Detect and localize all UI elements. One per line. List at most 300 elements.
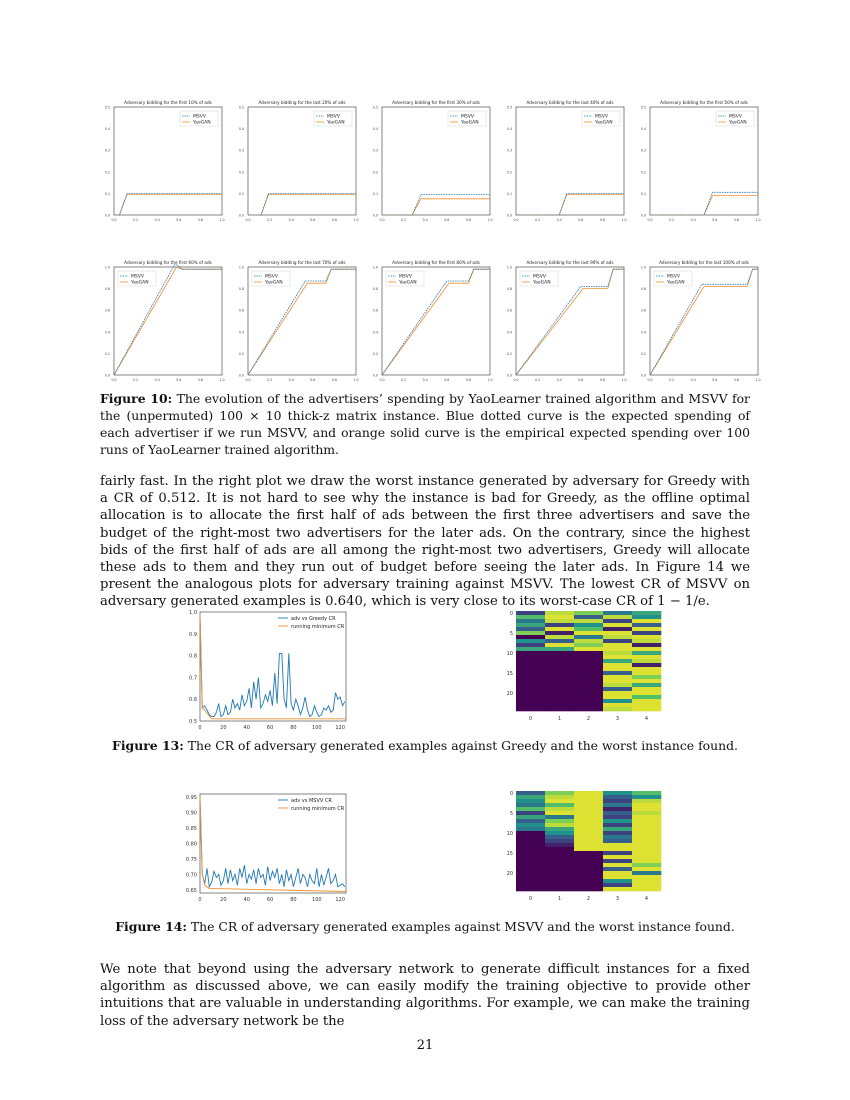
heatmap-y-tick: 20 (506, 691, 513, 697)
heatmap-cell (603, 675, 632, 679)
fig10-xtick: 0.2 (669, 218, 675, 222)
heatmap-cell (516, 799, 545, 803)
heatmap-cell (516, 611, 545, 615)
fig10-xtick: 0.4 (154, 378, 160, 382)
fig10-xtick: 1.0 (353, 218, 359, 222)
heatmap-cell (632, 667, 661, 671)
heatmap-cell (545, 843, 574, 847)
fig10-panel-title: Adversary bidding for the first 30% of ads (392, 100, 480, 105)
heatmap-cell (516, 667, 545, 671)
heatmap-cell (632, 703, 661, 707)
heatmap-cell (632, 803, 661, 807)
heatmap-cell (603, 611, 632, 615)
fig10-xtick: 1.0 (755, 378, 761, 382)
x-tick-label: 120 (335, 897, 345, 903)
heatmap-cell (516, 695, 545, 699)
heatmap-cell (632, 819, 661, 823)
heatmap-cell (632, 619, 661, 623)
heatmap-cell (516, 851, 545, 855)
fig10-ytick: 0.0 (640, 373, 646, 378)
heatmap-cell (632, 651, 661, 655)
figure-13-caption-text: The CR of adversary generated examples against Greedy and the worst instance found. (187, 738, 738, 753)
heatmap-cell (545, 791, 574, 795)
fig10-panel (641, 100, 761, 222)
heatmap-cell (603, 867, 632, 871)
heatmap-cell (545, 855, 574, 859)
heatmap-x-tick: 2 (586, 896, 591, 902)
heatmap-cell (603, 615, 632, 619)
heatmap-cell (632, 643, 661, 647)
heatmap-cell (632, 883, 661, 887)
heatmap-cell (574, 619, 603, 623)
heatmap-cell (545, 851, 574, 855)
fig10-ytick: 0.2 (640, 170, 646, 175)
heatmap-x-tick: 0 (528, 896, 533, 902)
fig10-xtick: 0.4 (422, 378, 428, 382)
heatmap-cell (545, 695, 574, 699)
heatmap-cell (603, 707, 632, 711)
fig10-ytick: 0.0 (372, 373, 378, 378)
heatmap-cell (632, 831, 661, 835)
heatmap-cell (632, 675, 661, 679)
heatmap-cell (603, 627, 632, 631)
fig10-panel (105, 100, 225, 222)
fig10-xtick: 0.4 (690, 218, 696, 222)
heatmap-cell (545, 623, 574, 627)
fig10-xtick: 0.8 (465, 378, 471, 382)
heatmap-cell (632, 871, 661, 875)
heatmap-cell (545, 631, 574, 635)
heatmap-cell (574, 795, 603, 799)
heatmap-cell (545, 847, 574, 851)
fig10-legend-yaogan: YaoGAN (131, 280, 149, 286)
heatmap-cell (632, 639, 661, 643)
heatmap-cell (632, 611, 661, 615)
fig10-legend-msvv: MSVV (533, 274, 546, 280)
fig10-legend-yaogan: YaoGAN (327, 120, 345, 126)
fig10-xtick: 0.0 (513, 378, 519, 382)
fig10-xtick: 0.0 (647, 378, 653, 382)
heatmap-cell (632, 663, 661, 667)
fig10-xtick: 0.6 (310, 218, 316, 222)
heatmap-cell (632, 707, 661, 711)
heatmap-cell (574, 811, 603, 815)
heatmap-cell (545, 707, 574, 711)
heatmap-cell (545, 803, 574, 807)
heatmap-cell (545, 675, 574, 679)
heatmap-cell (632, 647, 661, 651)
fig10-ytick: 0.6 (104, 308, 110, 313)
heatmap-cell (603, 683, 632, 687)
heatmap-cell (574, 695, 603, 699)
x-tick-label: 20 (220, 897, 227, 903)
fig10-xtick: 0.0 (379, 378, 385, 382)
heatmap-cell (516, 867, 545, 871)
y-tick-label: 0.95 (185, 795, 197, 802)
fig10-xtick: 0.0 (647, 218, 653, 222)
heatmap-cell (603, 811, 632, 815)
heatmap-cell (603, 807, 632, 811)
fig10-ytick: 0.3 (640, 148, 646, 153)
y-tick-label: 0.6 (189, 697, 197, 704)
figure-13-heatmap (502, 608, 667, 726)
heatmap-cell (545, 799, 574, 803)
heatmap-cell (574, 643, 603, 647)
heatmap-cell (545, 819, 574, 823)
heatmap-x-tick: 1 (557, 716, 562, 722)
fig10-xtick: 0.6 (578, 378, 584, 382)
heatmap-cell (545, 835, 574, 839)
heatmap-cell (516, 707, 545, 711)
fig10-xtick: 1.0 (219, 218, 225, 222)
heatmap-cell (545, 867, 574, 871)
heatmap-cell (545, 831, 574, 835)
fig10-ytick: 0.0 (238, 373, 244, 378)
fig10-ytick: 0.5 (640, 105, 646, 110)
fig10-msvv-curve (516, 193, 624, 215)
fig10-panel (373, 260, 493, 382)
heatmap-y-tick: 0 (509, 791, 513, 797)
heatmap-cell (632, 839, 661, 843)
heatmap-cell (574, 859, 603, 863)
heatmap-cell (574, 807, 603, 811)
fig10-panel-title: Adversary bidding for the last 90% of ads (526, 260, 614, 265)
fig10-ytick: 0.4 (372, 330, 378, 335)
fig10-ytick: 0.2 (640, 351, 646, 356)
figure-14-caption (100, 919, 750, 934)
y-tick-label: 1.0 (189, 610, 197, 616)
heatmap-cell (545, 887, 574, 891)
fig10-panel (507, 100, 627, 222)
heatmap-x-tick: 4 (644, 716, 649, 722)
fig10-ytick: 0.2 (506, 170, 512, 175)
heatmap-cell (545, 691, 574, 695)
fig10-legend-msvv: MSVV (399, 274, 412, 280)
fig10-xtick: 0.0 (513, 218, 519, 222)
heatmap-cell (603, 659, 632, 663)
fig10-xtick: 0.0 (245, 218, 251, 222)
heatmap-cell (574, 863, 603, 867)
heatmap-cell (574, 883, 603, 887)
heatmap-cell (632, 875, 661, 879)
figure-10-caption-text: The evolution of the advertisers’ spending by YaoLearner trained algorithm and MSVV for the (unpermuted) 100 × 10 thick-z matrix instance. Blue dotted curve is the expected spending of each advertiser if we run MSVV, and orange solid curve is the empirical expected spending over 100 runs of YaoLearner trained algorithm. (100, 391, 750, 457)
fig10-xtick: 0.8 (599, 218, 605, 222)
fig10-ytick: 0.5 (506, 105, 512, 110)
fig10-xtick: 0.2 (133, 218, 139, 222)
fig10-ytick: 0.0 (506, 373, 512, 378)
fig10-xtick: 0.2 (401, 218, 407, 222)
fig10-ytick: 0.1 (640, 191, 646, 196)
heatmap-cell (545, 879, 574, 883)
fig10-legend-yaogan: YaoGAN (667, 280, 685, 286)
heatmap-cell (603, 835, 632, 839)
heatmap-cell (603, 651, 632, 655)
heatmap-cell (632, 679, 661, 683)
figure-13-line-chart (170, 608, 350, 733)
fig10-xtick: 0.4 (154, 218, 160, 222)
heatmap-cell (603, 623, 632, 627)
heatmap-cell (632, 627, 661, 631)
heatmap-cell (574, 831, 603, 835)
paragraph-2-text: We note that beyond using the adversary network to generate difficult instances for a fixed algorithm as discussed above, we can easily modify the training objective to provide other intuitions that are valuable in understanding algorithms. For example, we can make the training loss of the adversary network be the (100, 962, 750, 1029)
fig10-legend-msvv: MSVV (729, 114, 742, 120)
x-tick-label: 60 (266, 897, 274, 903)
fig10-xtick: 0.2 (267, 218, 273, 222)
fig10-ytick: 0.2 (238, 351, 244, 356)
heatmap-cell (516, 875, 545, 879)
heatmap-cell (632, 867, 661, 871)
fig10-ytick: 0.6 (506, 308, 512, 313)
heatmap-cell (632, 615, 661, 619)
body-paragraph-2 (100, 961, 750, 1030)
heatmap-cell (632, 815, 661, 819)
fig10-panel-title: Adversary bidding for the last 40% of ads (526, 100, 614, 105)
heatmap-cell (574, 675, 603, 679)
heatmap-cell (545, 635, 574, 639)
heatmap-cell (632, 791, 661, 795)
fig10-xtick: 0.2 (535, 218, 541, 222)
fig10-xtick: 0.8 (599, 378, 605, 382)
heatmap-cell (603, 823, 632, 827)
fig10-panel (239, 260, 359, 382)
fig10-ytick: 0.4 (640, 330, 646, 335)
fig10-xtick: 0.4 (556, 218, 562, 222)
x-tick-label: 80 (290, 725, 297, 731)
heatmap-cell (545, 823, 574, 827)
heatmap-cell (516, 871, 545, 875)
fig10-ytick: 0.2 (238, 170, 244, 175)
heatmap-cell (632, 859, 661, 863)
heatmap-cell (516, 807, 545, 811)
fig10-xtick: 0.8 (733, 378, 739, 382)
heatmap-cell (603, 687, 632, 691)
fig10-xtick: 0.2 (401, 378, 407, 382)
heatmap-cell (603, 667, 632, 671)
heatmap-cell (632, 635, 661, 639)
fig10-panel-title: Adversary bidding for the first 60% of ads (124, 260, 212, 265)
heatmap-cell (574, 887, 603, 891)
fig10-xtick: 0.6 (444, 378, 450, 382)
heatmap-cell (574, 823, 603, 827)
fig10-xtick: 0.4 (422, 218, 428, 222)
heatmap-cell (574, 687, 603, 691)
fig10-ytick: 0.4 (506, 330, 512, 335)
heatmap-cell (516, 815, 545, 819)
heatmap-cell (574, 875, 603, 879)
fig10-xtick: 0.6 (444, 218, 450, 222)
fig10-ytick: 0.2 (372, 170, 378, 175)
heatmap-cell (574, 819, 603, 823)
heatmap-cell (632, 843, 661, 847)
fig10-xtick: 0.8 (733, 218, 739, 222)
heatmap-cell (574, 843, 603, 847)
figure-10-caption-label: Figure 10: (100, 391, 173, 406)
fig10-ytick: 0.0 (104, 213, 110, 218)
heatmap-cell (632, 851, 661, 855)
heatmap-cell (603, 631, 632, 635)
heatmap-cell (603, 843, 632, 847)
fig10-xtick: 1.0 (487, 218, 493, 222)
heatmap-cell (545, 807, 574, 811)
fig10-ytick: 0.0 (372, 213, 378, 218)
fig10-ytick: 0.4 (640, 127, 646, 132)
heatmap-cell (632, 687, 661, 691)
legend-cr-label: adv vs Greedy CR (291, 616, 336, 622)
figure-13-caption-label: Figure 13: (112, 738, 184, 753)
fig10-ytick: 0.6 (372, 308, 378, 313)
heatmap-x-tick: 3 (615, 716, 620, 722)
heatmap-cell (603, 875, 632, 879)
heatmap-cell (574, 671, 603, 675)
fig10-ytick: 0.6 (238, 308, 244, 313)
heatmap-cell (516, 655, 545, 659)
heatmap-cell (516, 823, 545, 827)
heatmap-cell (574, 655, 603, 659)
heatmap-cell (574, 623, 603, 627)
fig10-ytick: 0.4 (238, 330, 244, 335)
heatmap-cell (632, 799, 661, 803)
fig10-ytick: 0.8 (640, 287, 646, 292)
heatmap-cell (516, 659, 545, 663)
heatmap-cell (516, 795, 545, 799)
x-tick-label: 100 (312, 897, 322, 903)
heatmap-cell (574, 815, 603, 819)
heatmap-cell (603, 859, 632, 863)
fig10-xtick: 0.6 (578, 218, 584, 222)
heatmap-x-tick: 4 (644, 896, 649, 902)
figure-10-caption (100, 390, 750, 458)
heatmap-cell (603, 879, 632, 883)
x-tick-label: 0 (198, 725, 202, 731)
heatmap-cell (516, 623, 545, 627)
heatmap-y-tick: 20 (506, 871, 513, 877)
y-tick-label: 0.70 (185, 872, 197, 879)
y-tick-label: 0.8 (189, 653, 197, 660)
legend-min-label: running minimum CR (291, 624, 345, 630)
heatmap-cell (603, 803, 632, 807)
heatmap-cell (632, 823, 661, 827)
figure-10-grid (100, 95, 761, 385)
heatmap-cell (632, 699, 661, 703)
fig10-xtick: 0.8 (331, 218, 337, 222)
heatmap-cell (603, 871, 632, 875)
heatmap-cell (574, 683, 603, 687)
heatmap-cell (603, 679, 632, 683)
heatmap-cell (516, 811, 545, 815)
heatmap-cell (545, 615, 574, 619)
heatmap-cell (603, 887, 632, 891)
heatmap-cell (632, 655, 661, 659)
heatmap-cell (632, 691, 661, 695)
heatmap-cell (516, 819, 545, 823)
fig10-ytick: 1.0 (372, 265, 378, 270)
fig10-ytick: 1.0 (506, 265, 512, 270)
heatmap-cell (603, 791, 632, 795)
fig10-ytick: 0.5 (372, 105, 378, 110)
heatmap-cell (516, 663, 545, 667)
heatmap-cell (545, 875, 574, 879)
y-tick-label: 0.90 (185, 810, 197, 817)
heatmap-cell (603, 839, 632, 843)
heatmap-cell (574, 839, 603, 843)
heatmap-cell (545, 871, 574, 875)
heatmap-cell (574, 631, 603, 635)
legend-cr-label: adv vs MSVV CR (291, 798, 332, 804)
heatmap-cell (545, 667, 574, 671)
fig10-legend-yaogan: YaoGAN (193, 120, 211, 126)
heatmap-cell (603, 855, 632, 859)
heatmap-cell (516, 671, 545, 675)
fig10-ytick: 1.0 (238, 265, 244, 270)
heatmap-cell (603, 635, 632, 639)
heatmap-cell (574, 647, 603, 651)
fig10-panel-title: Adversary bidding for the first 10% of ads (124, 100, 212, 105)
heatmap-cell (545, 883, 574, 887)
x-tick-label: 80 (290, 897, 297, 903)
heatmap-x-tick: 3 (615, 896, 620, 902)
fig10-xtick: 0.6 (310, 378, 316, 382)
heatmap-cell (545, 815, 574, 819)
fig10-legend-msvv: MSVV (461, 114, 474, 120)
fig10-ytick: 0.5 (238, 105, 244, 110)
heatmap-cell (516, 643, 545, 647)
fig10-xtick: 0.0 (111, 218, 117, 222)
heatmap-y-tick: 5 (509, 811, 513, 817)
heatmap-cell (545, 683, 574, 687)
heatmap-cell (516, 683, 545, 687)
heatmap-cell (516, 855, 545, 859)
heatmap-cell (516, 679, 545, 683)
heatmap-cell (603, 671, 632, 675)
heatmap-cell (545, 795, 574, 799)
fig10-ytick: 0.1 (104, 191, 110, 196)
y-tick-label: 0.5 (189, 719, 197, 725)
heatmap-cell (516, 803, 545, 807)
heatmap-cell (516, 831, 545, 835)
fig10-msvv-curve (382, 195, 490, 216)
heatmap-cell (545, 663, 574, 667)
heatmap-cell (603, 691, 632, 695)
fig10-ytick: 0.8 (104, 287, 110, 292)
fig10-msvv-curve (114, 193, 222, 215)
heatmap-cell (574, 851, 603, 855)
fig10-legend-msvv: MSVV (327, 114, 340, 120)
fig10-legend-msvv: MSVV (667, 274, 680, 280)
heatmap-cell (574, 679, 603, 683)
heatmap-cell (574, 703, 603, 707)
heatmap-y-tick: 5 (509, 631, 513, 637)
heatmap-cell (545, 611, 574, 615)
fig10-xtick: 0.8 (197, 378, 203, 382)
fig10-xtick: 0.2 (133, 378, 139, 382)
fig10-panel-title: Adversary bidding for the last 20% of ads (258, 100, 346, 105)
fig10-ytick: 0.1 (372, 191, 378, 196)
heatmap-cell (516, 687, 545, 691)
fig10-legend-yaogan: YaoGAN (265, 280, 283, 286)
heatmap-cell (603, 799, 632, 803)
fig10-xtick: 1.0 (621, 218, 627, 222)
heatmap-cell (516, 827, 545, 831)
fig10-panel-title: Adversary bidding for the last 70% of ads (258, 260, 346, 265)
heatmap-cell (516, 835, 545, 839)
fig10-ytick: 0.8 (506, 287, 512, 292)
fig10-xtick: 0.0 (379, 218, 385, 222)
heatmap-cell (516, 791, 545, 795)
heatmap-cell (516, 631, 545, 635)
heatmap-cell (603, 847, 632, 851)
x-tick-label: 60 (266, 725, 274, 731)
heatmap-cell (603, 655, 632, 659)
